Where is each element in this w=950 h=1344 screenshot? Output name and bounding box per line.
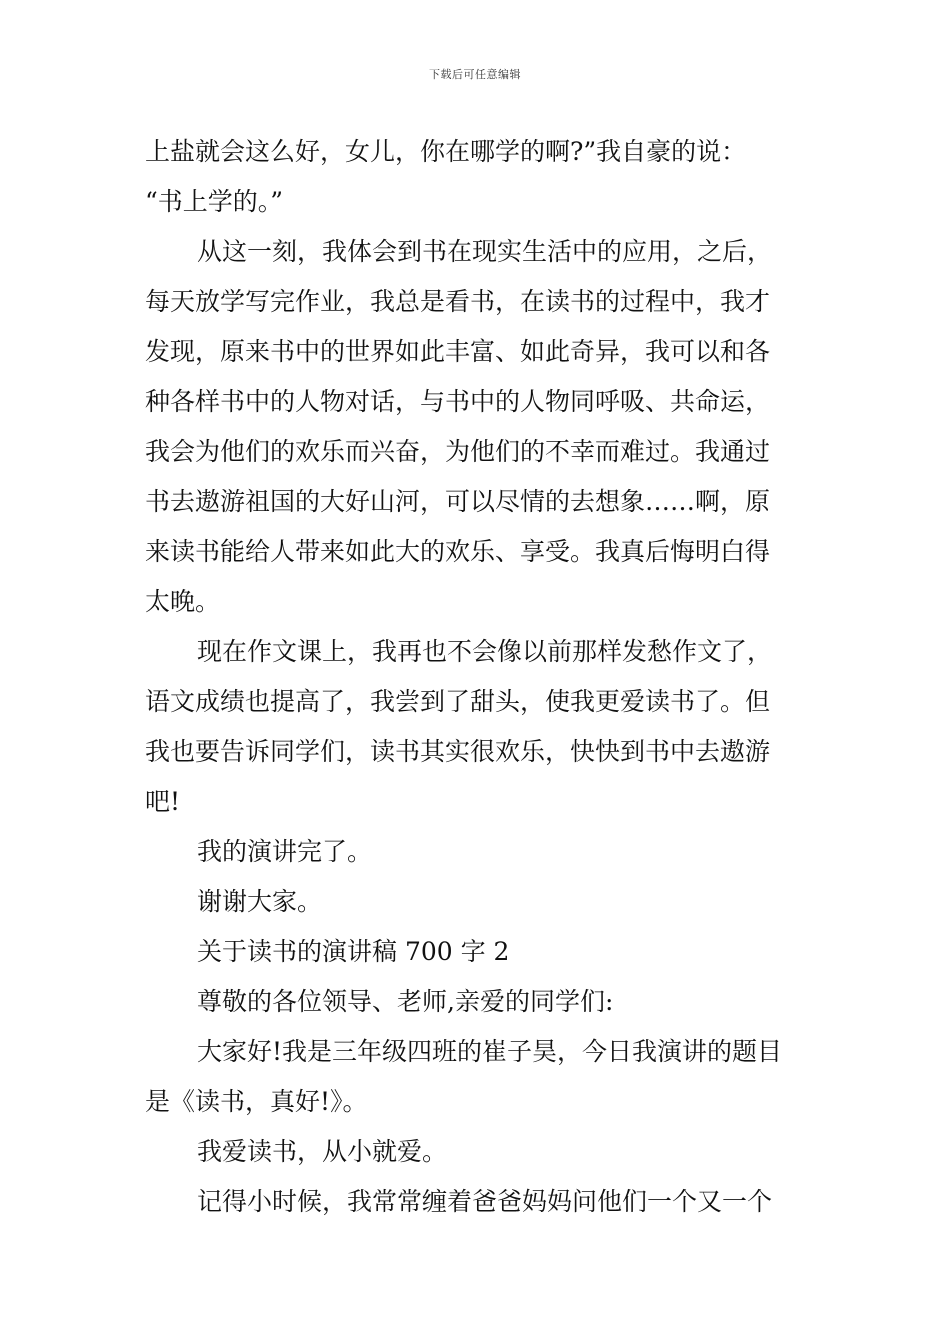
text-line-12: 语文成绩也提高了，我尝到了甜头，使我更爱读书了。但 bbox=[145, 687, 771, 716]
section-title: 关于读书的演讲稿 700 字 2 bbox=[197, 937, 510, 966]
page-header-note: 下载后可任意编辑 bbox=[429, 68, 521, 81]
text-line-5: 发现，原来书中的世界如此丰富、如此奇异，我可以和各 bbox=[145, 337, 771, 366]
text-line-20: 是《读书，真好!》。 bbox=[145, 1087, 368, 1116]
text-line-3: 从这一刻，我体会到书在现实生活中的应用，之后， bbox=[197, 237, 773, 266]
text-line-13: 我也要告诉同学们，读书其实很欢乐，快快到书中去遨游 bbox=[145, 737, 771, 766]
text-line-6: 种各样书中的人物对话，与书中的人物同呼吸、共命运， bbox=[145, 387, 771, 416]
text-line-7: 我会为他们的欢乐而兴奋，为他们的不幸而难过。我通过 bbox=[145, 437, 771, 466]
text-line-9: 来读书能给人带来如此大的欢乐、享受。我真后悔明白得 bbox=[145, 537, 771, 566]
text-line-22: 记得小时候，我常常缠着爸爸妈妈问他们一个又一个 bbox=[197, 1187, 773, 1216]
text-line-10: 太晚。 bbox=[145, 587, 221, 616]
text-line-15: 我的演讲完了。 bbox=[197, 837, 373, 866]
text-line-1: 上盐就会这么好，女儿，你在哪学的啊?”我自豪的说： bbox=[145, 137, 747, 166]
text-line-18: 尊敬的各位领导、老师,亲爱的同学们: bbox=[197, 987, 614, 1016]
text-line-8: 书去遨游祖国的大好山河，可以尽情的去想象……啊，原 bbox=[145, 487, 771, 516]
document-body bbox=[145, 127, 810, 1227]
text-line-19: 大家好!我是三年级四班的崔子昊，今日我演讲的题目 bbox=[197, 1037, 783, 1066]
text-line-2: “书上学的。” bbox=[145, 187, 284, 216]
text-line-4: 每天放学写完作业，我总是看书，在读书的过程中，我才 bbox=[145, 287, 771, 316]
text-line-16: 谢谢大家。 bbox=[197, 887, 323, 916]
text-line-21: 我爱读书，从小就爱。 bbox=[197, 1137, 448, 1166]
text-line-14: 吧! bbox=[145, 787, 181, 816]
text-line-11: 现在作文课上，我再也不会像以前那样发愁作文了， bbox=[197, 637, 773, 666]
